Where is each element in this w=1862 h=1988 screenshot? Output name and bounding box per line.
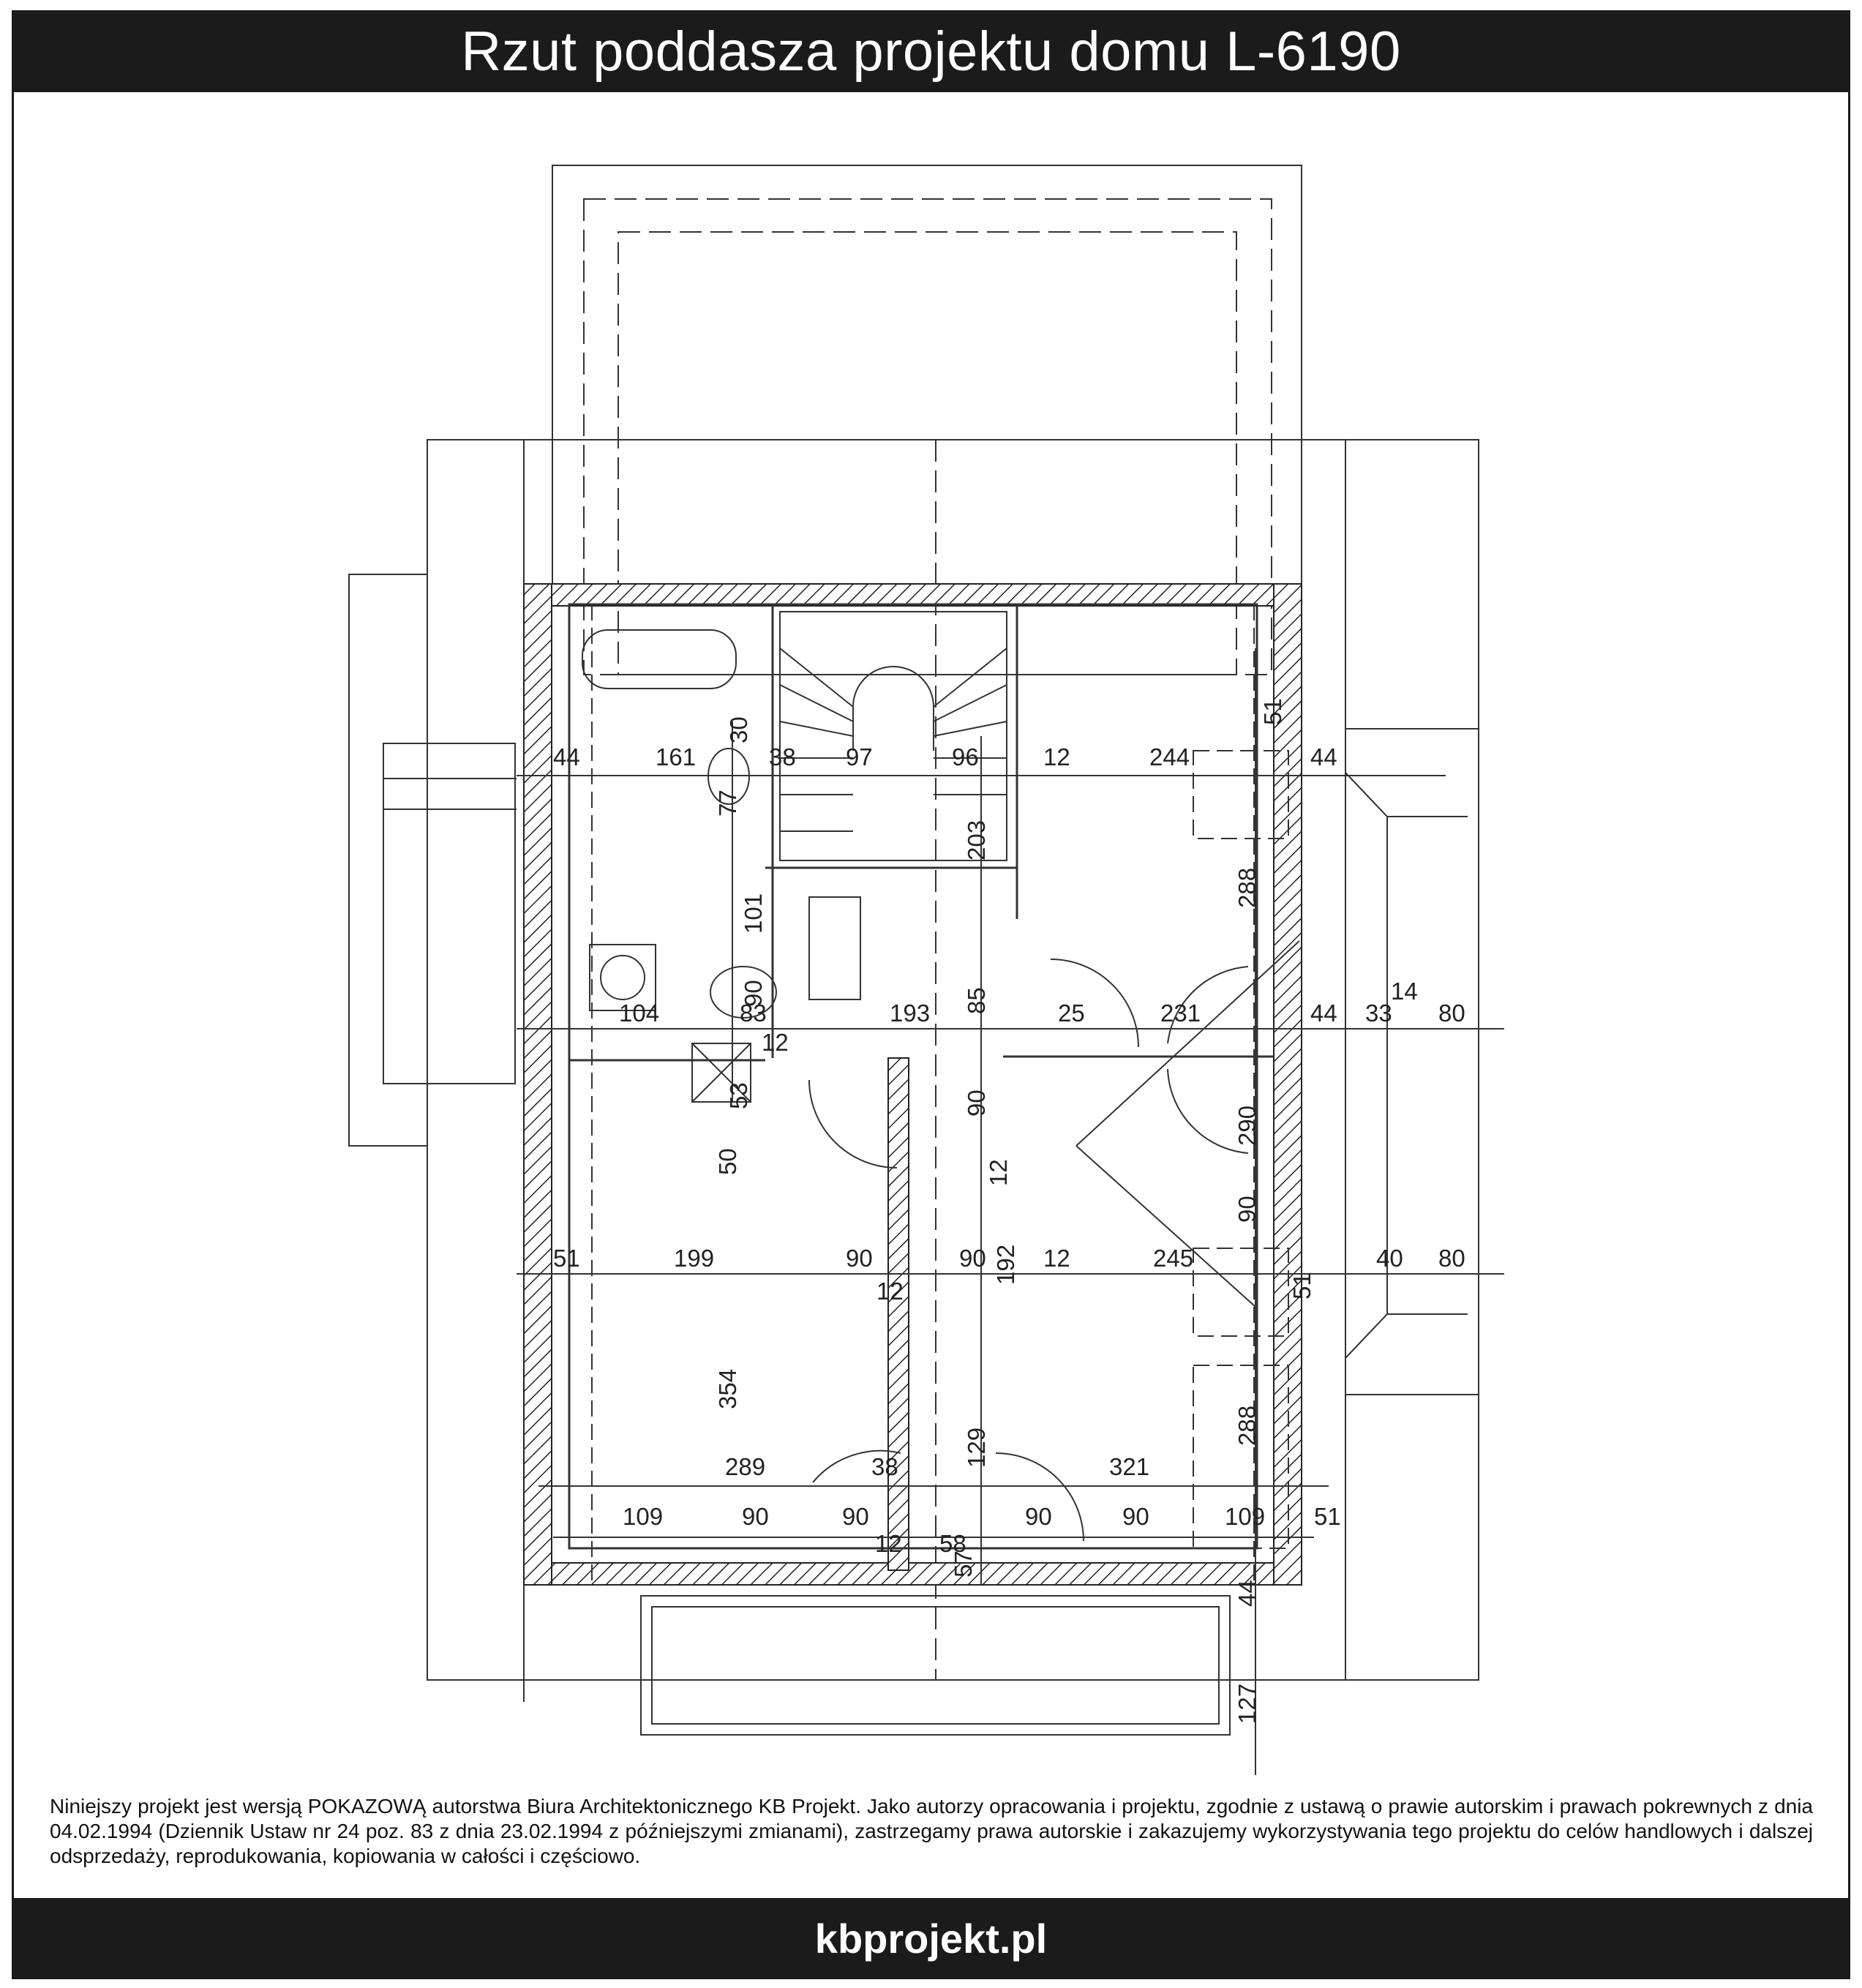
dim-label: 127 [1234,1683,1261,1724]
dim-label: 90 [959,1245,986,1272]
floor-plan [12,92,1850,1775]
dim-label: 58 [939,1530,966,1557]
dim-label: 53 [725,1082,752,1109]
floor-plan-drawing [12,92,1850,1775]
dim-label: 244 [1149,743,1190,770]
dim-label: 38 [871,1453,898,1480]
dim-label: 354 [714,1368,741,1409]
dim-label: 38 [769,743,796,770]
bathroom-fixtures [582,630,776,1102]
dim-label: 104 [619,999,660,1027]
dim-label: 85 [963,987,990,1014]
dim-label: 12 [876,1278,904,1305]
dim-label: 192 [992,1244,1019,1285]
dim-label: 245 [1153,1245,1194,1272]
dim-label: 25 [1058,999,1085,1027]
dim-label: 51 [553,1245,580,1272]
dim-label: 90 [1234,1196,1261,1223]
dim-label: 90 [963,1089,990,1117]
dim-label: 44 [1310,999,1337,1027]
dim-label: 321 [1109,1453,1150,1480]
dim-label: 109 [1225,1503,1266,1530]
dim-label: 80 [1438,1245,1465,1272]
dim-label: 40 [1376,1245,1403,1272]
dim-label: 12 [985,1159,1012,1186]
dim-label: 57 [950,1550,977,1578]
dim-label: 288 [1234,867,1261,908]
dim-label: 290 [1234,1105,1261,1146]
dim-label: 12 [1043,743,1070,770]
exterior-walls [524,584,1302,1585]
dim-label: 90 [1025,1503,1052,1530]
roof-outline [349,165,1479,1735]
dim-label: 12 [1043,1245,1070,1272]
dim-label: 288 [1234,1405,1261,1446]
dim-label: 44 [1310,743,1337,770]
dim-label: 80 [1438,999,1465,1027]
dim-label: 231 [1160,999,1201,1027]
dim-label: 109 [623,1503,664,1530]
copyright-notice: Niniejszy projekt jest wersją POKAZOWĄ autorstwa Biura Architektonicznego KB Projekt. Jako autorzy opracowania i projektu, zgodnie z ustawą o prawie autorskim i prawach pokrewnych z dnia 04.02.1994 (Dziennik Ustaw nr 24 poz. 83 z dnia 23.02.1994 z późniejszymi zmianami), zastrzegamy prawa autorskie i zakazujemy wykorzystywania tego projektu do celów handlowych i dalszej odsprzedaży, reprodukowania, kopiowania w całości i częściowo. [50,1795,1813,1867]
footer-website: kbprojekt.pl [12,1898,1850,1979]
dim-label: 90 [842,1503,869,1530]
dim-label: 12 [762,1029,789,1056]
dim-label: 33 [1365,999,1392,1027]
dim-label: 199 [674,1245,715,1272]
dim-label: 101 [740,893,767,934]
dim-label: 90 [742,1503,769,1530]
door-swings [809,897,1248,1541]
dim-label: 129 [963,1427,990,1468]
dim-label: 77 [714,789,741,817]
dim-label: 97 [846,743,873,770]
dim-label: 161 [656,743,697,770]
dim-label: 193 [890,999,931,1027]
dim-label: 96 [952,743,979,770]
dim-label: 203 [963,819,990,860]
dim-label: 90 [1122,1503,1149,1530]
dim-label: 90 [846,1245,873,1272]
dim-label: 83 [740,999,767,1027]
dim-label: 50 [714,1148,741,1175]
dim-label: 30 [725,716,752,743]
dim-label: 51 [1259,698,1286,725]
dim-label: 14 [1391,978,1418,1005]
dim-label: 51 [1288,1272,1315,1299]
dim-label: 51 [1314,1503,1341,1530]
dim-label: 90 [740,980,767,1007]
dim-label: 289 [725,1453,766,1480]
dim-label: 44 [553,743,580,770]
dim-label: 12 [875,1530,902,1557]
dim-label: 44 [1234,1580,1261,1607]
page-title: Rzut poddasza projektu domu L-6190 [12,10,1850,92]
